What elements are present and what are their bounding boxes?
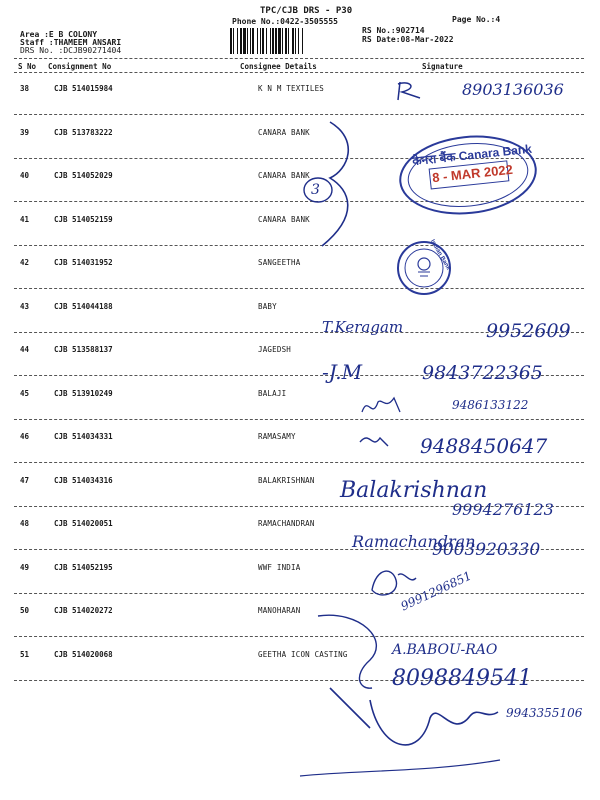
hand-phone-44: 9843722365 xyxy=(422,362,543,384)
row-consignee: RAMASAMY xyxy=(258,432,296,441)
col-consignee: Consignee Details xyxy=(240,62,317,71)
row-sno: 51 xyxy=(20,650,30,659)
row-sno: 41 xyxy=(20,215,30,224)
hand-phone-47: 9994276123 xyxy=(452,500,554,519)
signature-51-under xyxy=(300,760,500,776)
row-sno: 40 xyxy=(20,171,30,180)
row-consignee: CANARA BANK xyxy=(258,215,310,224)
row-consignment-no: CJB 513588137 xyxy=(54,345,113,354)
hand-phone-43: 9952609 xyxy=(486,320,571,342)
rs-date: RS Date:08-Mar-2022 xyxy=(362,35,454,44)
row-consignment-no: CJB 514034316 xyxy=(54,476,113,485)
hand-sign-43: T.Keragam xyxy=(322,318,404,336)
row-consignment-no: CJB 514052195 xyxy=(54,563,113,572)
row-sno: 48 xyxy=(20,519,30,528)
row-sno: 45 xyxy=(20,389,30,398)
signature-51 xyxy=(330,688,498,745)
row-consignee: BABY xyxy=(258,302,277,311)
count-mark: 3 xyxy=(311,182,320,198)
phone-number: Phone No.:0422-3505555 xyxy=(232,17,338,26)
row-sno: 44 xyxy=(20,345,30,354)
row-consignee: CANARA BANK xyxy=(258,171,310,180)
row-sno: 47 xyxy=(20,476,30,485)
indian-bank-seal-label: Indian Bank xyxy=(428,238,452,272)
hand-phone-48: 9003920330 xyxy=(432,540,541,560)
hand-phone-38: 8903136036 xyxy=(462,80,564,99)
row-consignment-no: CJB 513910249 xyxy=(54,389,113,398)
bracket-mark xyxy=(322,122,348,246)
row-sno: 46 xyxy=(20,432,30,441)
drs-number: DRS No. :DCJB90271404 xyxy=(20,46,122,55)
canara-stamp-date: 8 - MAR 2022 xyxy=(431,161,514,186)
col-consignment: Consignment No xyxy=(48,62,112,71)
rs-number: RS No.:902714 xyxy=(362,26,425,35)
row-consignee: CANARA BANK xyxy=(258,128,310,137)
signature-49 xyxy=(372,571,416,595)
page-number: Page No.:4 xyxy=(452,15,501,24)
row-consignment-no: CJB 514020068 xyxy=(54,650,113,659)
row-sno: 38 xyxy=(20,84,30,93)
hand-phone-51: 8098849541 xyxy=(392,666,532,691)
signature-50-sweep xyxy=(318,615,376,688)
hand-name-51: A.BABOU-RAO xyxy=(392,642,498,658)
row-consignment-no: CJB 514052029 xyxy=(54,171,113,180)
row-consignment-no: CJB 514015984 xyxy=(54,84,113,93)
row-sno: 43 xyxy=(20,302,30,311)
row-consignee: SANGEETHA xyxy=(258,258,301,267)
row-sno: 49 xyxy=(20,563,30,572)
row-consignee: BALAKRISHNAN xyxy=(258,476,315,485)
row-consignment-no: CJB 514020272 xyxy=(54,606,113,615)
col-sno: S No xyxy=(18,62,37,71)
hand-phone2-51: 9943355106 xyxy=(506,706,583,720)
staff-label: Staff :THAMEEM ANSARI xyxy=(20,38,122,47)
hand-sign-44: -J.M xyxy=(322,360,363,384)
row-consignment-no: CJB 514034331 xyxy=(54,432,113,441)
drs-title: TPC/CJB DRS - P30 xyxy=(260,6,353,16)
hand-phone-49: 9991296851 xyxy=(398,568,474,614)
signature-46 xyxy=(360,438,388,446)
row-consignment-no: CJB 513783222 xyxy=(54,128,113,137)
row-consignee: K N M TEXTILES xyxy=(258,84,325,93)
row-sno: 50 xyxy=(20,606,30,615)
row-consignee: BALAJI xyxy=(258,389,287,398)
indian-bank-seal xyxy=(398,242,450,294)
row-consignee: GEETHA ICON CASTING xyxy=(258,650,348,659)
signature-38 xyxy=(398,82,420,100)
row-consignment-no: CJB 514044188 xyxy=(54,302,113,311)
hand-sign-47: Balakrishnan xyxy=(340,478,488,503)
signature-45 xyxy=(362,398,400,412)
row-consignment-no: CJB 514020051 xyxy=(54,519,113,528)
row-consignment-no: CJB 514052159 xyxy=(54,215,113,224)
row-sno: 39 xyxy=(20,128,30,137)
row-consignee: JAGEDSH xyxy=(258,345,292,354)
row-sno: 42 xyxy=(20,258,30,267)
hand-phone-46: 9488450647 xyxy=(420,434,548,458)
hand-phone-45: 9486133122 xyxy=(452,398,529,412)
col-signature: Signature xyxy=(422,62,463,71)
row-consignment-no: CJB 514031952 xyxy=(54,258,113,267)
area-label: Area :E B COLONY xyxy=(20,30,98,39)
row-consignee: MANOHARAN xyxy=(258,606,301,615)
canara-stamp-name: केनरा बैंक Canara Bank xyxy=(411,141,533,169)
row-consignee: WWF INDIA xyxy=(258,563,301,572)
hand-sign-48: Ramachandran xyxy=(352,532,476,551)
row-consignee: RAMACHANDRAN xyxy=(258,519,315,528)
